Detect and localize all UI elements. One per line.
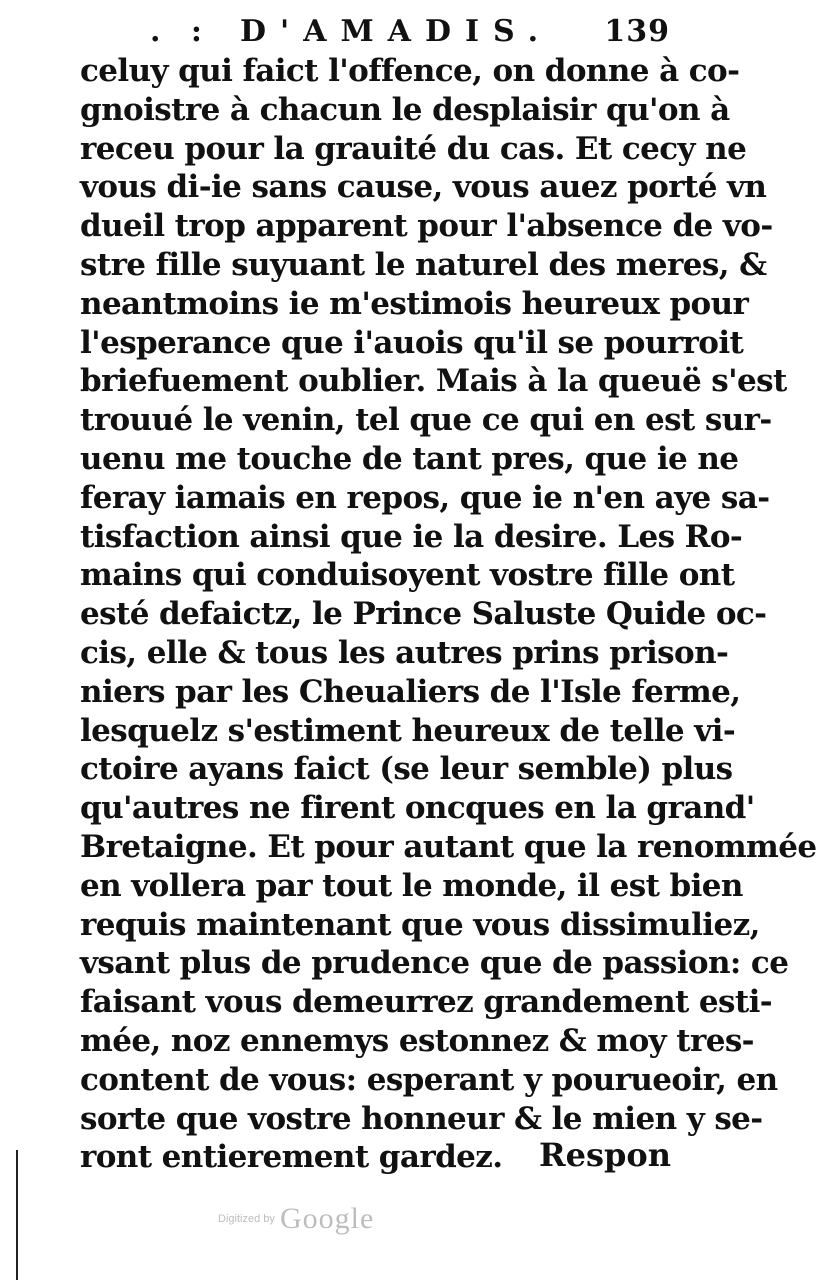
catchword: Respon bbox=[539, 1136, 671, 1174]
watermark-prefix: Digitized by bbox=[218, 1213, 275, 1225]
margin-binding-edge bbox=[16, 1150, 18, 1280]
text-line: briefuement oublier. Mais à la queuë s'est bbox=[80, 363, 787, 400]
text-line: neantmoins ie m'estimois heureux pour bbox=[80, 285, 749, 322]
text-line: celuy qui faict l'offence, on donne à co- bbox=[80, 53, 740, 89]
text-line: Bretaigne. Et pour autant que la renommée bbox=[80, 828, 817, 865]
text-line: ront entierement gardez. bbox=[80, 1139, 503, 1176]
text-line: stre fille suyuant le naturel des meres, & bbox=[80, 246, 767, 283]
text-line: mains qui conduisoyent vostre fille ont bbox=[80, 557, 735, 594]
text-line: tisfaction ainsi que ie la desire. Les Ro- bbox=[80, 518, 743, 555]
text-line: vsant plus de prudence que de passion: ce bbox=[80, 945, 789, 982]
text-line: lesquelz s'estiment heureux de telle vi- bbox=[80, 712, 736, 749]
text-line: faisant vous demeurrez grandement esti- bbox=[80, 984, 773, 1021]
page-number: 139 bbox=[604, 14, 670, 49]
text-line: cis, elle & tous les autres prins prison- bbox=[80, 634, 729, 671]
text-line: sorte que vostre honneur & le mien y se- bbox=[80, 1100, 763, 1137]
text-line: niers par les Cheualiers de l'Isle ferme, bbox=[80, 673, 741, 710]
body-text bbox=[80, 52, 817, 1177]
text-line: ctoire ayans faict (se leur semble) plus bbox=[80, 751, 733, 788]
running-head bbox=[150, 14, 670, 54]
digitization-watermark bbox=[218, 1202, 374, 1236]
text-line: en vollera par tout le monde, il est bien bbox=[80, 867, 743, 904]
text-line: feray iamais en repos, que ie n'en aye sa- bbox=[80, 479, 770, 516]
watermark-brand: Google bbox=[279, 1202, 375, 1235]
text-line: requis maintenant que vous dissimuliez, bbox=[80, 906, 760, 943]
header-ornament: . : bbox=[150, 14, 212, 49]
text-line: dueil trop apparent pour l'absence de vo- bbox=[80, 208, 773, 245]
text-line: trouué le venin, tel que ce qui en est sur- bbox=[80, 402, 772, 439]
text-line: vous di-ie sans cause, vous auez porté vn bbox=[80, 169, 767, 206]
running-title: D'AMADIS. bbox=[240, 14, 553, 49]
text-line: l'esperance que i'auois qu'il se pourroit bbox=[80, 324, 744, 361]
text-line: uenu me touche de tant pres, que ie ne bbox=[80, 440, 739, 477]
text-line: content de vous: esperant y pourueoir, en bbox=[80, 1061, 778, 1098]
text-line: gnoistre à chacun le desplaisir qu'on à bbox=[80, 91, 730, 128]
text-line: qu'autres ne firent oncques en la grand' bbox=[80, 790, 755, 827]
text-line: esté defaictz, le Prince Saluste Quide oc- bbox=[80, 596, 767, 633]
text-line: mée, noz ennemys estonnez & moy tres- bbox=[80, 1022, 754, 1059]
text-line: receu pour la grauité du cas. Et cecy ne bbox=[80, 130, 747, 167]
